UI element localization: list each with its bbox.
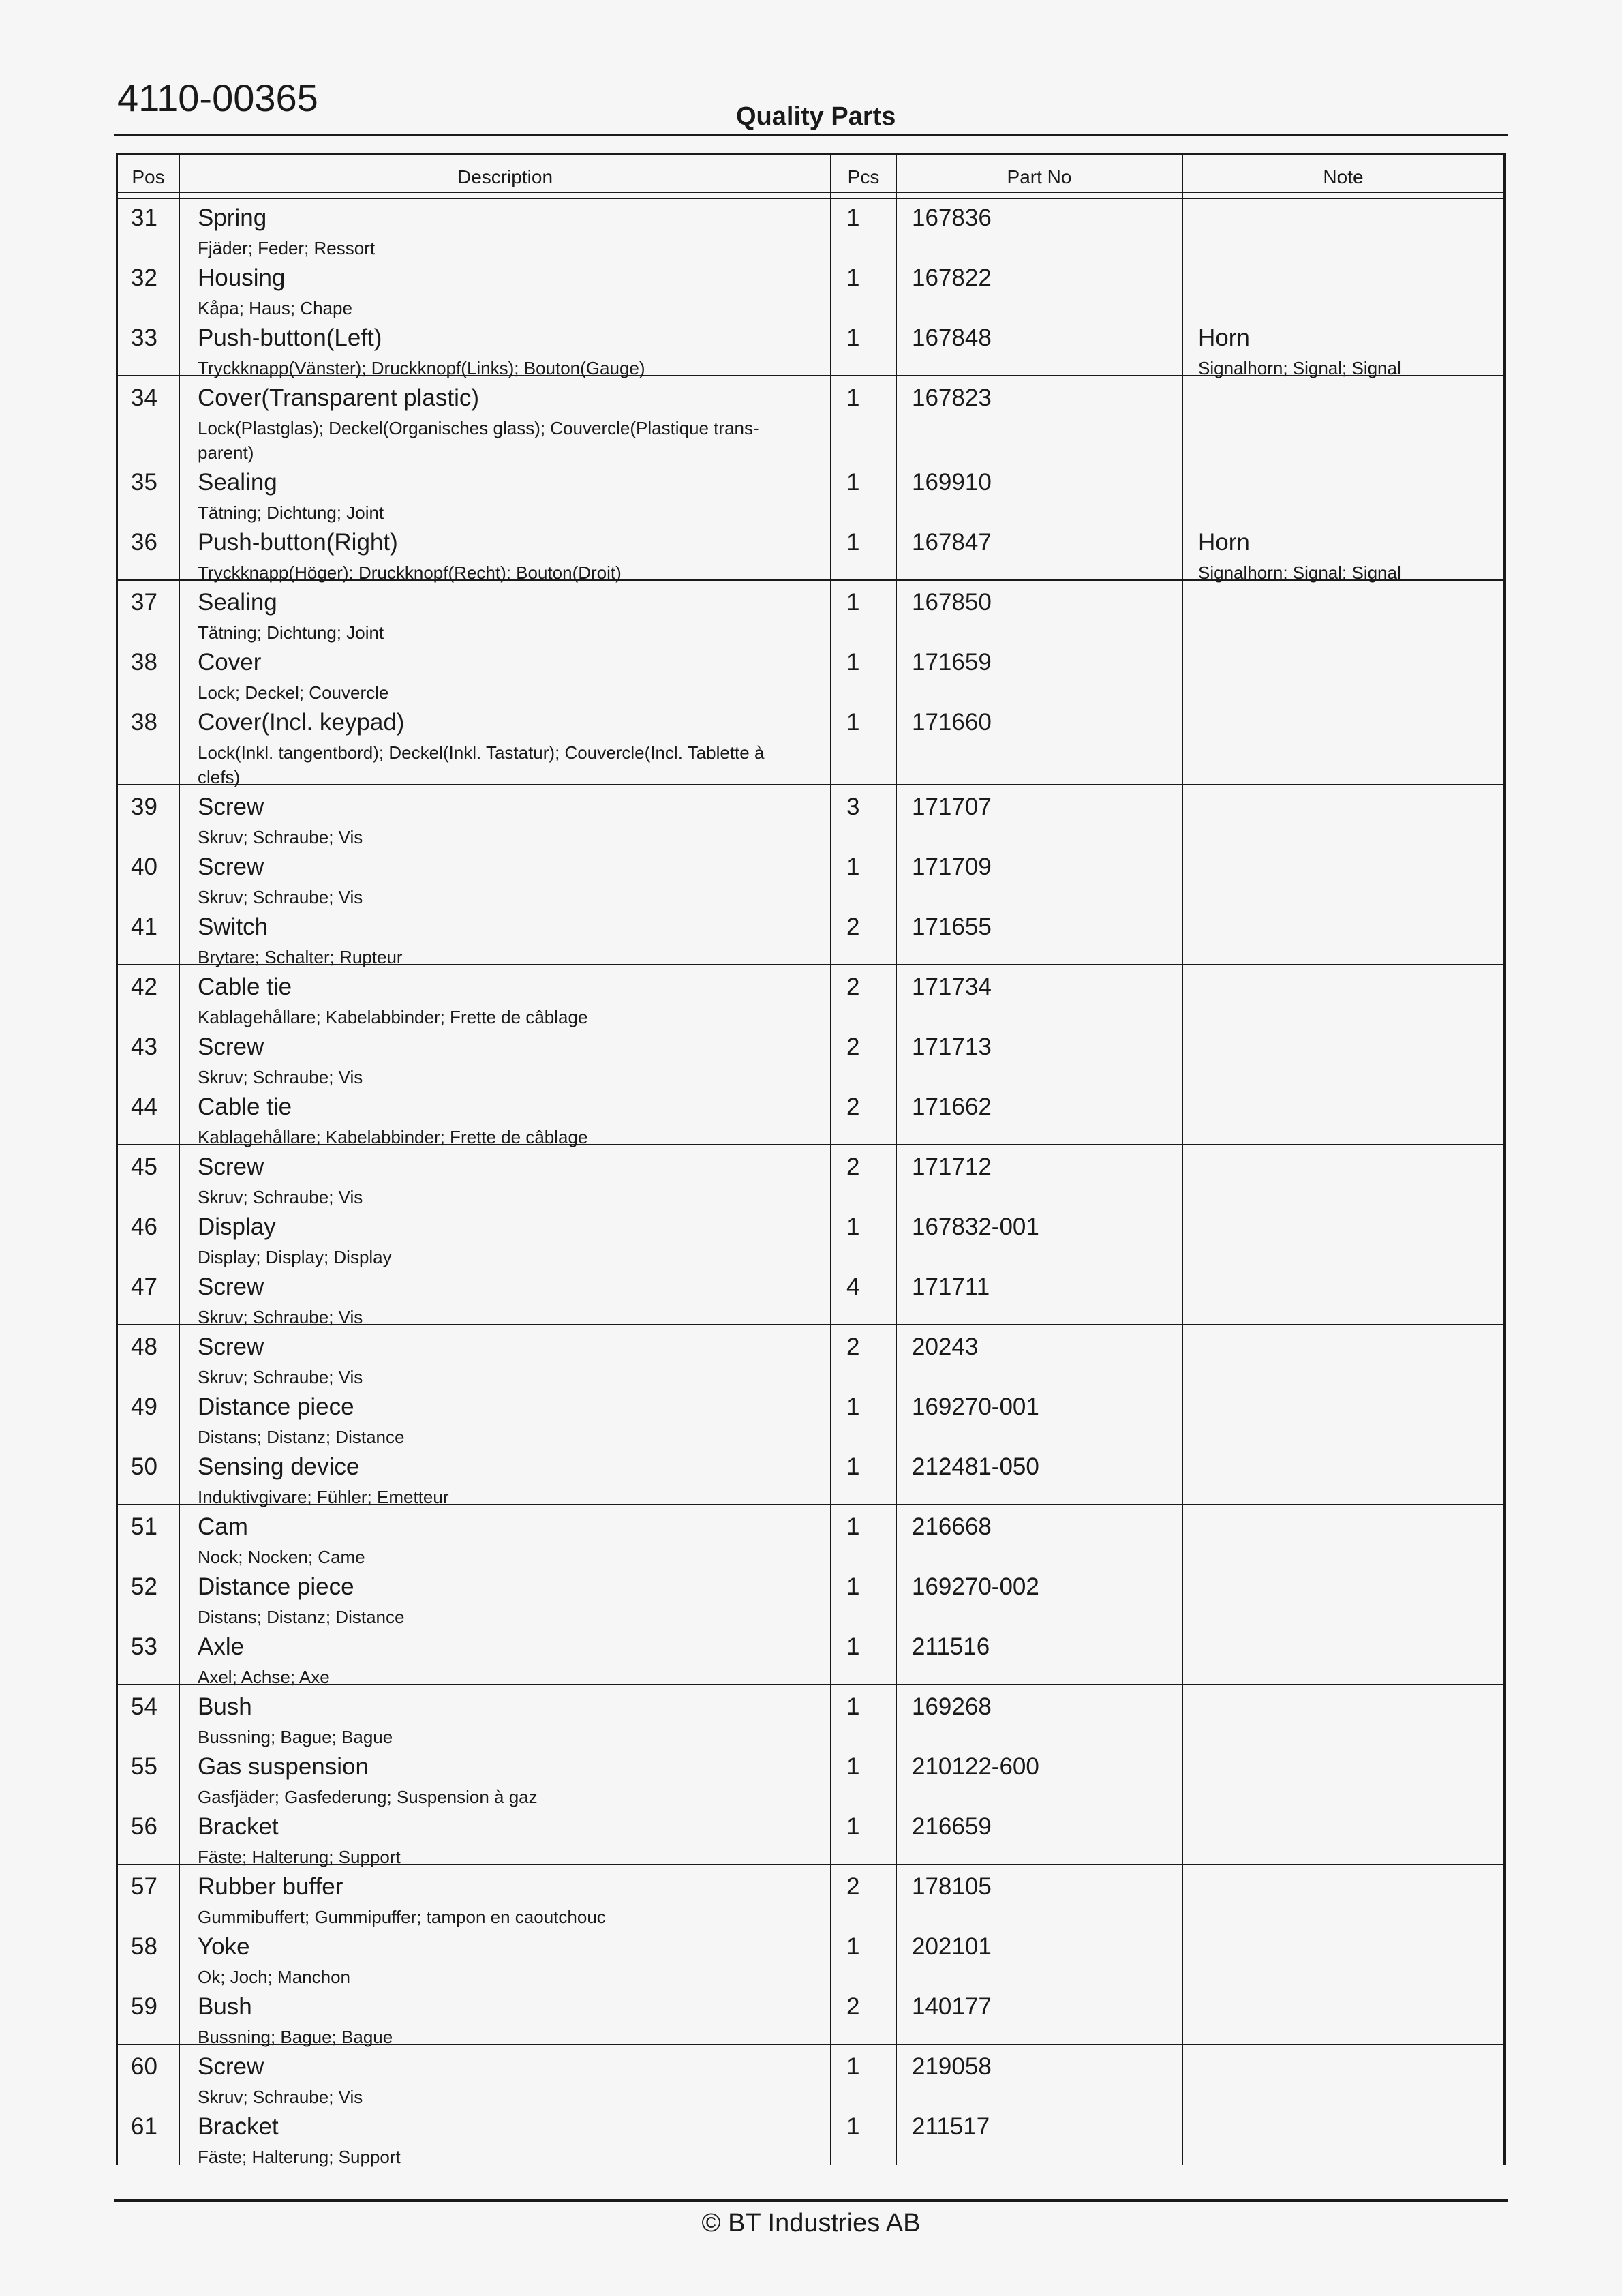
pcs-cell: 1	[846, 1213, 860, 1240]
pos-cell: 41	[131, 913, 157, 940]
translations-cell: Skruv; Schraube; Vis	[198, 887, 363, 907]
description-cell: Bush	[198, 1993, 252, 2020]
pos-cell: 40	[131, 854, 157, 880]
part-number-cell: 171660	[912, 709, 992, 736]
translations-cell: Lock(Plastglas); Deckel(Organisches glass); Couvercle(Plastique trans-parent)	[198, 418, 759, 463]
pcs-cell: 1	[846, 1513, 860, 1540]
description-cell: Yoke	[198, 1933, 250, 1960]
pos-cell: 59	[131, 1993, 157, 2020]
translations-cell: Gasfjäder; Gasfederung; Suspension à gaz	[198, 1787, 538, 1807]
translations-cell: Ok; Joch; Manchon	[198, 1967, 350, 1987]
note-cell: Horn	[1198, 529, 1250, 556]
pcs-cell: 4	[846, 1273, 860, 1300]
pcs-cell: 1	[846, 854, 860, 880]
part-number-cell: 171707	[912, 794, 992, 820]
translations-cell: Fäste; Halterung; Support	[198, 1847, 401, 1867]
pcs-cell: 2	[846, 1993, 860, 2020]
pos-cell: 55	[131, 1753, 157, 1780]
pcs-cell: 1	[846, 324, 860, 351]
pcs-cell: 1	[846, 1693, 860, 1720]
description-cell: Bracket	[198, 1813, 279, 1840]
pos-cell: 60	[131, 2053, 157, 2080]
translations-cell: Skruv; Schraube; Vis	[198, 1307, 363, 1327]
description-cell: Display	[198, 1213, 276, 1240]
translations-cell: Kablagehållare; Kabelabbinder; Frette de câblage	[198, 1007, 588, 1027]
pcs-cell: 2	[846, 973, 860, 1000]
pos-cell: 35	[131, 469, 157, 496]
pcs-cell: 1	[846, 1393, 860, 1420]
pcs-cell: 1	[846, 589, 860, 616]
translations-cell: Kåpa; Haus; Chape	[198, 298, 352, 318]
part-number-cell: 171711	[912, 1273, 990, 1300]
translations-cell: Kablagehållare; Kabelabbinder; Frette de câblage	[198, 1127, 588, 1147]
part-number-cell: 167832-001	[912, 1213, 1039, 1240]
pcs-cell: 2	[846, 913, 860, 940]
pcs-cell: 1	[846, 1633, 860, 1660]
pos-cell: 52	[131, 1573, 157, 1600]
description-cell: Housing	[198, 265, 286, 291]
part-number-cell: 171655	[912, 913, 992, 940]
part-number-cell: 202101	[912, 1933, 992, 1960]
translations-cell: Axel; Achse; Axe	[198, 1667, 330, 1687]
translations-cell: Induktivgivare; Fühler; Emetteur	[198, 1487, 449, 1507]
description-cell: Screw	[198, 854, 264, 880]
pcs-cell: 2	[846, 1093, 860, 1120]
description-cell: Cam	[198, 1513, 248, 1540]
part-number-cell: 169910	[912, 469, 992, 496]
column-header-description: Description	[457, 166, 553, 187]
page-title: Quality Parts	[736, 102, 896, 131]
pcs-cell: 2	[846, 1873, 860, 1900]
description-cell: Cover(Transparent plastic)	[198, 384, 480, 411]
column-header-note: Note	[1323, 166, 1364, 187]
column-header-partno: Part No	[1007, 166, 1072, 187]
pos-cell: 50	[131, 1453, 157, 1480]
pos-cell: 57	[131, 1873, 157, 1900]
translations-cell: Lock(Inkl. tangentbord); Deckel(Inkl. Tastatur); Couvercle(Incl. Tablette à clefs)	[198, 742, 765, 787]
pos-cell: 61	[131, 2113, 157, 2140]
translations-cell: Skruv; Schraube; Vis	[198, 2087, 363, 2107]
translations-cell: Display; Display; Display	[198, 1247, 392, 1267]
translations-cell: Tryckknapp(Höger); Druckknopf(Recht); Bouton(Droit)	[198, 562, 622, 583]
pcs-cell: 1	[846, 1573, 860, 1600]
translations-cell: Distans; Distanz; Distance	[198, 1607, 405, 1627]
document-number: 4110-00365	[117, 76, 318, 119]
pos-cell: 33	[131, 324, 157, 351]
pos-cell: 32	[131, 265, 157, 291]
part-number-cell: 211516	[912, 1633, 990, 1660]
note-cell: Horn	[1198, 324, 1250, 351]
copyright-text: © BT Industries AB	[701, 2209, 921, 2237]
pcs-cell: 1	[846, 1933, 860, 1960]
pcs-cell: 1	[846, 2053, 860, 2080]
pos-cell: 38	[131, 649, 157, 676]
description-cell: Sealing	[198, 469, 277, 496]
pos-cell: 38	[131, 709, 157, 736]
part-number-cell: 171712	[912, 1153, 992, 1180]
description-cell: Gas suspension	[198, 1753, 369, 1780]
translations-cell: Brytare; Schalter; Rupteur	[198, 947, 403, 967]
description-cell: Sealing	[198, 589, 277, 616]
description-cell: Bush	[198, 1693, 252, 1720]
pos-cell: 53	[131, 1633, 157, 1660]
description-cell: Rubber buffer	[198, 1873, 343, 1900]
translations-cell: Nock; Nocken; Came	[198, 1547, 365, 1567]
column-header-pos: Pos	[132, 166, 165, 187]
description-cell: Switch	[198, 913, 269, 940]
pcs-cell: 1	[846, 265, 860, 291]
pcs-cell: 2	[846, 1333, 860, 1360]
description-cell: Axle	[198, 1633, 245, 1660]
header-rule-lower	[116, 198, 1506, 199]
translations-cell: Distans; Distanz; Distance	[198, 1427, 405, 1447]
pos-cell: 51	[131, 1513, 157, 1540]
pos-cell: 45	[131, 1153, 157, 1180]
pcs-cell: 3	[846, 794, 860, 820]
translations-cell: Skruv; Schraube; Vis	[198, 827, 363, 847]
pcs-cell: 1	[846, 649, 860, 676]
footer-divider	[114, 2199, 1508, 2202]
description-cell: Push-button(Left)	[198, 324, 382, 351]
pcs-cell: 1	[846, 384, 860, 411]
pcs-cell: 2	[846, 1033, 860, 1060]
parts-table	[116, 153, 1506, 2165]
description-cell: Distance piece	[198, 1393, 354, 1420]
header-rule-upper	[116, 192, 1506, 193]
translations-cell: Tätning; Dichtung; Joint	[198, 502, 384, 523]
header-divider	[114, 134, 1508, 136]
part-number-cell: 167836	[912, 205, 992, 231]
part-number-cell: 210122-600	[912, 1753, 1039, 1780]
part-number-cell: 219058	[912, 2053, 992, 2080]
pcs-cell: 1	[846, 1813, 860, 1840]
part-number-cell: 167848	[912, 324, 992, 351]
description-cell: Push-button(Right)	[198, 529, 398, 556]
part-number-cell: 167822	[912, 265, 992, 291]
note-translations-cell: Signalhorn; Signal; Signal	[1198, 562, 1401, 583]
part-number-cell: 167823	[912, 384, 992, 411]
description-cell: Distance piece	[198, 1573, 354, 1600]
part-number-cell: 140177	[912, 1993, 992, 2020]
description-cell: Screw	[198, 1153, 264, 1180]
part-number-cell: 216668	[912, 1513, 992, 1540]
pos-cell: 31	[131, 205, 157, 231]
pcs-cell: 1	[846, 529, 860, 556]
pos-cell: 39	[131, 794, 157, 820]
description-cell: Screw	[198, 2053, 264, 2080]
translations-cell: Bussning; Bague; Bague	[198, 1727, 393, 1747]
pcs-cell: 1	[846, 709, 860, 736]
description-cell: Cable tie	[198, 1093, 292, 1120]
part-number-cell: 171713	[912, 1033, 992, 1060]
table-frame-top	[116, 153, 1506, 155]
translations-cell: Skruv; Schraube; Vis	[198, 1367, 363, 1387]
part-number-cell: 216659	[912, 1813, 992, 1840]
pos-cell: 43	[131, 1033, 157, 1060]
part-number-cell: 171659	[912, 649, 992, 676]
description-cell: Bracket	[198, 2113, 279, 2140]
part-number-cell: 171734	[912, 973, 992, 1000]
pos-cell: 34	[131, 384, 157, 411]
description-cell: Cover(Incl. keypad)	[198, 709, 405, 736]
translations-cell: Skruv; Schraube; Vis	[198, 1067, 363, 1087]
column-header-pcs: Pcs	[847, 166, 880, 187]
pos-cell: 46	[131, 1213, 157, 1240]
part-number-cell: 178105	[912, 1873, 992, 1900]
pos-cell: 36	[131, 529, 157, 556]
part-number-cell: 212481-050	[912, 1453, 1039, 1480]
pos-cell: 42	[131, 973, 157, 1000]
pos-cell: 47	[131, 1273, 157, 1300]
description-cell: Cable tie	[198, 973, 292, 1000]
pos-cell: 37	[131, 589, 157, 616]
pcs-cell: 1	[846, 1753, 860, 1780]
description-cell: Screw	[198, 1273, 264, 1300]
pos-cell: 56	[131, 1813, 157, 1840]
part-number-cell: 167847	[912, 529, 992, 556]
pcs-cell: 1	[846, 1453, 860, 1480]
translations-cell: Bussning; Bague; Bague	[198, 2027, 393, 2047]
part-number-cell: 171709	[912, 854, 992, 880]
note-translations-cell: Signalhorn; Signal; Signal	[1198, 358, 1401, 378]
pos-cell: 54	[131, 1693, 157, 1720]
description-cell: Sensing device	[198, 1453, 360, 1480]
part-number-cell: 169270-001	[912, 1393, 1039, 1420]
translations-cell: Lock; Deckel; Couvercle	[198, 682, 389, 703]
pos-cell: 49	[131, 1393, 157, 1420]
part-number-cell: 171662	[912, 1093, 992, 1120]
pcs-cell: 1	[846, 205, 860, 231]
description-cell: Screw	[198, 1333, 264, 1360]
translations-cell: Tätning; Dichtung; Joint	[198, 622, 384, 643]
part-number-cell: 20243	[912, 1333, 979, 1360]
translations-cell: Fäste; Halterung; Support	[198, 2147, 401, 2167]
pos-cell: 44	[131, 1093, 157, 1120]
description-cell: Screw	[198, 794, 264, 820]
description-cell: Cover	[198, 649, 262, 676]
part-number-cell: 169270-002	[912, 1573, 1039, 1600]
pcs-cell: 1	[846, 469, 860, 496]
translations-cell: Gummibuffert; Gummipuffer; tampon en caoutchouc	[198, 1907, 606, 1927]
pos-cell: 48	[131, 1333, 157, 1360]
pcs-cell: 1	[846, 2113, 860, 2140]
pcs-cell: 2	[846, 1153, 860, 1180]
description-cell: Screw	[198, 1033, 264, 1060]
part-number-cell: 169268	[912, 1693, 992, 1720]
translations-cell: Fjäder; Feder; Ressort	[198, 238, 376, 258]
pos-cell: 58	[131, 1933, 157, 1960]
translations-cell: Tryckknapp(Vänster); Druckknopf(Links); Bouton(Gauge)	[198, 358, 645, 378]
part-number-cell: 167850	[912, 589, 992, 616]
translations-cell: Skruv; Schraube; Vis	[198, 1187, 363, 1207]
part-number-cell: 211517	[912, 2113, 990, 2140]
description-cell: Spring	[198, 205, 267, 231]
